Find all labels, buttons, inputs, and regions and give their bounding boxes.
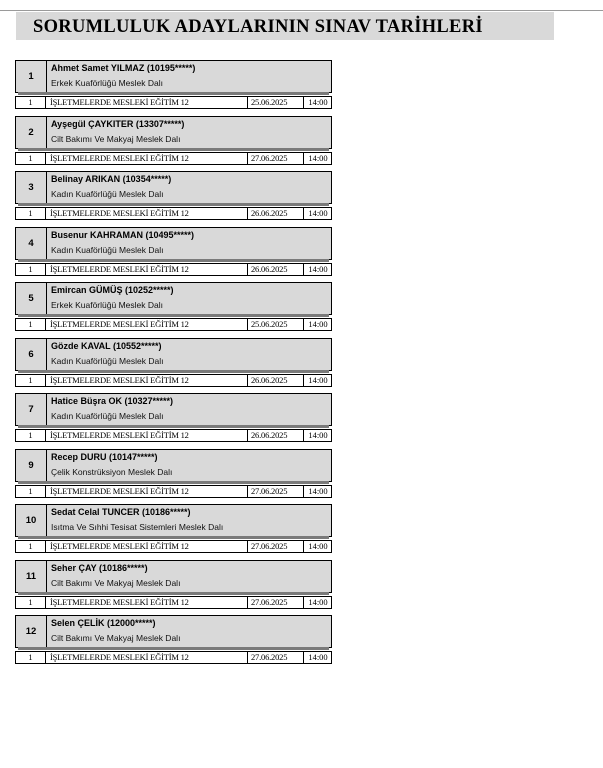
exam-date: 27.06.2025 [247, 652, 302, 663]
exam-row [15, 96, 332, 109]
candidate-department: Cilt Bakımı Ve Makyaj Meslek Dalı [51, 577, 181, 588]
candidate-entry [15, 116, 332, 165]
candidate-header [15, 560, 332, 593]
candidate-entry [15, 227, 332, 276]
exam-index: 1 [16, 541, 46, 552]
exam-row [15, 651, 332, 664]
exam-date: 27.06.2025 [247, 486, 302, 497]
exam-row [15, 596, 332, 609]
candidate-department: Kadın Kuaförlüğü Meslek Dalı [51, 244, 164, 255]
exam-row [15, 318, 332, 331]
exam-course: İŞLETMELERDE MESLEKİ EĞİTİM 12 [50, 97, 189, 107]
exam-time: 14:00 [303, 597, 332, 608]
exam-time: 14:00 [303, 264, 332, 275]
candidate-name: Gözde KAVAL (10552*****) [51, 340, 162, 351]
candidate-header [15, 282, 332, 315]
candidate-department: Erkek Kuaförlüğü Meslek Dalı [51, 300, 163, 310]
candidate-entry [15, 282, 332, 331]
candidate-header [15, 338, 332, 371]
exam-index: 1 [16, 153, 46, 164]
exam-course: İŞLETMELERDE MESLEKİ EĞİTİM 12 [50, 430, 189, 440]
candidate-number: 1 [16, 61, 47, 92]
exam-index: 1 [16, 208, 46, 219]
candidate-header [15, 60, 332, 93]
candidate-department: Erkek Kuaförlüğü Meslek Dalı [51, 78, 163, 88]
exam-date: 27.06.2025 [247, 597, 302, 608]
candidate-name: Emircan GÜMÜŞ (10252*****) [51, 285, 174, 295]
page-title: SORUMLULUK ADAYLARININ SINAV TARİHLERİ [16, 12, 554, 40]
candidate-name: Recep DURU (10147*****) [51, 451, 158, 462]
candidate-name: Belinay ARIKAN (10354*****) [51, 174, 172, 184]
exam-index: 1 [16, 264, 46, 275]
exam-time: 14:00 [303, 486, 332, 497]
candidate-header [15, 449, 332, 482]
exam-time: 14:00 [303, 153, 332, 164]
candidate-department: Kadın Kuaförlüğü Meslek Dalı [51, 411, 164, 421]
exam-date: 26.06.2025 [247, 208, 302, 219]
exam-row [15, 485, 332, 498]
exam-time: 14:00 [303, 541, 332, 552]
candidate-entry [15, 338, 332, 387]
exam-date: 25.06.2025 [247, 319, 302, 330]
exam-time: 14:00 [303, 319, 332, 330]
candidate-number: 11 [16, 561, 47, 592]
candidate-name: Selen ÇELİK (12000*****) [51, 618, 156, 628]
candidate-department: Cilt Bakımı Ve Makyaj Meslek Dalı [51, 633, 181, 643]
exam-course: İŞLETMELERDE MESLEKİ EĞİTİM 12 [50, 152, 189, 163]
exam-index: 1 [16, 375, 46, 386]
exam-course: İŞLETMELERDE MESLEKİ EĞİTİM 12 [50, 541, 189, 551]
candidate-entry [15, 449, 332, 498]
exam-course: İŞLETMELERDE MESLEKİ EĞİTİM 12 [50, 319, 189, 329]
candidate-number: 7 [16, 394, 47, 425]
candidate-name: Sedat Celal TUNCER (10186*****) [51, 507, 191, 517]
exam-date: 26.06.2025 [247, 430, 302, 441]
exam-course: İŞLETMELERDE MESLEKİ EĞİTİM 12 [50, 485, 189, 496]
candidate-entry [15, 60, 332, 109]
exam-date: 26.06.2025 [247, 264, 302, 275]
candidate-entry [15, 560, 332, 609]
exam-course: İŞLETMELERDE MESLEKİ EĞİTİM 12 [50, 596, 189, 607]
exam-row [15, 263, 332, 276]
exam-date: 25.06.2025 [247, 97, 302, 108]
exam-date: 26.06.2025 [247, 375, 302, 386]
candidate-number: 12 [16, 616, 47, 647]
candidate-number: 3 [16, 172, 47, 203]
exam-index: 1 [16, 319, 46, 330]
exam-index: 1 [16, 97, 46, 108]
exam-course: İŞLETMELERDE MESLEKİ EĞİTİM 12 [50, 652, 189, 662]
candidate-header [15, 615, 332, 648]
exam-time: 14:00 [303, 208, 332, 219]
exam-time: 14:00 [303, 375, 332, 386]
candidate-header [15, 504, 332, 537]
candidate-header [15, 116, 332, 149]
candidate-number: 10 [16, 505, 47, 536]
exam-index: 1 [16, 652, 46, 663]
candidate-number: 2 [16, 117, 47, 148]
candidate-name: Ayşegül ÇAYKITER (13307*****) [51, 118, 185, 129]
exam-row [15, 207, 332, 220]
exam-row [15, 152, 332, 165]
candidate-name: Busenur KAHRAMAN (10495*****) [51, 229, 195, 240]
candidate-department: Cilt Bakımı Ve Makyaj Meslek Dalı [51, 133, 181, 144]
candidate-number: 4 [16, 228, 47, 259]
candidate-header [15, 393, 332, 426]
candidate-department: Kadın Kuaförlüğü Meslek Dalı [51, 189, 164, 199]
exam-row [15, 429, 332, 442]
candidate-entry [15, 393, 332, 442]
candidate-header [15, 227, 332, 260]
candidate-name: Seher ÇAY (10186*****) [51, 562, 148, 573]
exam-index: 1 [16, 486, 46, 497]
exam-course: İŞLETMELERDE MESLEKİ EĞİTİM 12 [50, 374, 189, 385]
exam-index: 1 [16, 430, 46, 441]
exam-time: 14:00 [303, 97, 332, 108]
exam-index: 1 [16, 597, 46, 608]
exam-time: 14:00 [303, 430, 332, 441]
candidate-entry [15, 615, 332, 664]
candidate-header [15, 171, 332, 204]
top-rule [0, 10, 603, 11]
candidate-department: Çelik Konstrüksiyon Meslek Dalı [51, 466, 173, 477]
candidate-entry [15, 504, 332, 553]
candidate-entry [15, 171, 332, 220]
exam-row [15, 374, 332, 387]
exam-course: İŞLETMELERDE MESLEKİ EĞİTİM 12 [50, 263, 189, 274]
exam-time: 14:00 [303, 652, 332, 663]
exam-row [15, 540, 332, 553]
candidate-department: Kadın Kuaförlüğü Meslek Dalı [51, 355, 164, 366]
candidate-number: 9 [16, 450, 47, 481]
candidate-name: Ahmet Samet YILMAZ (10195*****) [51, 63, 196, 73]
exam-date: 27.06.2025 [247, 153, 302, 164]
candidate-number: 5 [16, 283, 47, 314]
exam-course: İŞLETMELERDE MESLEKİ EĞİTİM 12 [50, 208, 189, 218]
candidate-department: Isıtma Ve Sıhhi Tesisat Sistemleri Meslek Dalı [51, 522, 224, 532]
candidate-name: Hatice Büşra OK (10327*****) [51, 396, 174, 406]
exam-date: 27.06.2025 [247, 541, 302, 552]
candidate-number: 6 [16, 339, 47, 370]
